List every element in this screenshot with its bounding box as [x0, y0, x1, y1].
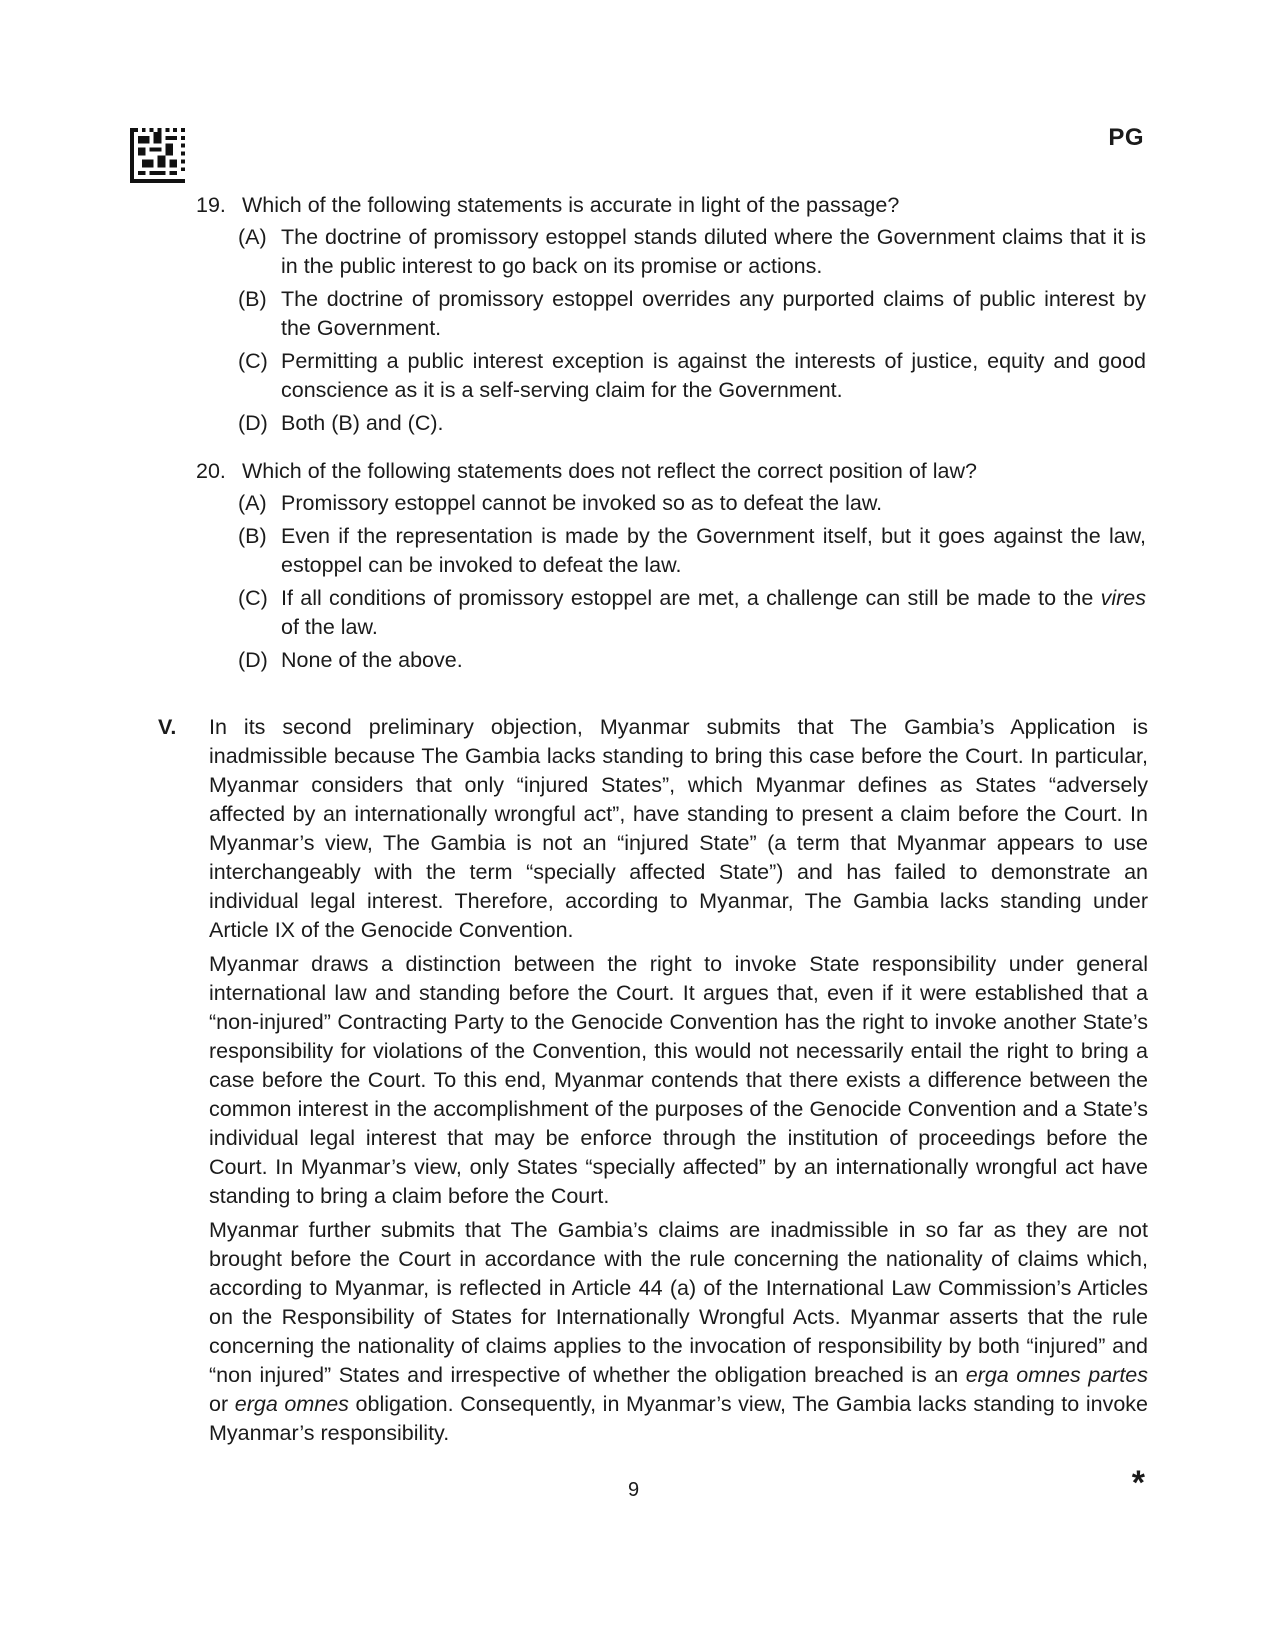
option-label: (B): [238, 524, 267, 548]
option-text-after: of the law.: [281, 615, 378, 639]
option-text-before: If all conditions of promissory estoppel are met, a challenge can still be made to the: [281, 586, 1101, 610]
question-20: [196, 457, 1146, 679]
passage-label: V.: [158, 715, 177, 739]
paragraph-italic: erga omnes: [234, 1392, 349, 1416]
option-label: (A): [238, 225, 267, 249]
option-text: Permitting a public interest exception is against the interests of justice, equity and good conscience as it is a self-serving claim for the Government.: [281, 349, 1146, 402]
option-label: (C): [238, 586, 268, 610]
question-text: Which of the following statements does not reflect the correct position of law?: [242, 459, 977, 483]
question-number: 20.: [196, 459, 226, 483]
option-c: [238, 584, 1146, 642]
option-d: [238, 409, 1146, 438]
passage-paragraph: Myanmar draws a distinction between the right to invoke State responsibility under general international law and standing before the Court. It argues that, even if it were established that a “non-injured” Contracting Party to the Genocide Convention has the right to invoke another State’s responsibility for violations of the Convention, this would not necessarily entail the right to bring a case before the Court. To this end, Myanmar contends that there exists a difference between the common interest in the accomplishment of the purposes of the Genocide Convention and a State’s individual legal interest that may be enforce through the institution of proceedings before the Court. In Myanmar’s view, only States “specially affected” by an internationally wrongful act have standing to bring a claim before the Court.: [209, 952, 1148, 1208]
option-b: [238, 285, 1146, 343]
option-label: (D): [238, 411, 268, 435]
option-text: None of the above.: [281, 648, 463, 672]
asterisk-mark: *: [1131, 1464, 1145, 1502]
option-text: Both (B) and (C).: [281, 411, 444, 435]
question-19: [196, 191, 1146, 442]
option-text: The doctrine of promissory estoppel stands diluted where the Government claims that it is in the public interest to go back on its promise or actions.: [281, 225, 1146, 278]
question-text: Which of the following statements is accurate in light of the passage?: [242, 193, 900, 217]
option-text: Even if the representation is made by the Government itself, but it goes against the law, estoppel can be invoked to defeat the law.: [281, 524, 1146, 577]
paragraph-text: Myanmar further submits that The Gambia’s claims are inadmissible in so far as they are not brought before the Court in accordance with the rule concerning the nationality of claims which, according to Myanmar, is reflected in Article 44 (a) of the International Law Commission’s Articles on the Responsibility of States for Internationally Wrongful Acts. Myanmar asserts that the rule concerning the nationality of claims applies to the invocation of responsibility by both “injured” and “non injured” States and irrespective of whether the obligation breached is an: [209, 1218, 1148, 1387]
option-label: (A): [238, 491, 267, 515]
page-number: 9: [628, 1479, 640, 1501]
options-list: [238, 489, 1146, 675]
option-text: Promissory estoppel cannot be invoked so as to defeat the law.: [281, 491, 883, 515]
option-text-italic: vires: [1100, 586, 1146, 610]
option-a: [238, 489, 1146, 518]
data-matrix-barcode: [130, 128, 185, 183]
option-a: [238, 223, 1146, 281]
options-list: [238, 223, 1146, 438]
option-b: [238, 522, 1146, 580]
option-label: (B): [238, 287, 267, 311]
passage-paragraph: In its second preliminary objection, Myanmar submits that The Gambia’s Application is inadmissible because The Gambia lacks standing to bring this case before the Court. In particular, Myanmar considers that only “injured States”, which Myanmar defines as States “adversely affected by an internationally wrongful act”, have standing to present a claim before the Court. In Myanmar’s view, The Gambia is not an “injured State” (a term that Myanmar appears to use interchangeably with the term “specially affected State”) and has failed to demonstrate an individual legal interest. Therefore, according to Myanmar, The Gambia lacks standing under Article IX of the Genocide Convention.: [209, 715, 1148, 942]
option-text: [281, 584, 1146, 642]
paragraph-italic: erga omnes partes: [965, 1363, 1148, 1387]
passage-v: [158, 713, 1148, 1453]
option-c: [238, 347, 1146, 405]
paragraph-text: obligation. Consequently, in Myanmar’s view, The Gambia lacks standing to invoke Myanmar’s responsibility.: [209, 1392, 1148, 1445]
paragraph-text: or: [209, 1392, 235, 1416]
passage-paragraph: [209, 1216, 1148, 1448]
question-number: 19.: [196, 193, 226, 217]
passage-body: [209, 713, 1148, 1448]
option-label: (C): [238, 349, 268, 373]
paper-code: PG: [1108, 124, 1144, 151]
option-d: [238, 646, 1146, 675]
option-text: The doctrine of promissory estoppel overrides any purported claims of public interest by the Government.: [281, 287, 1146, 340]
option-label: (D): [238, 648, 268, 672]
